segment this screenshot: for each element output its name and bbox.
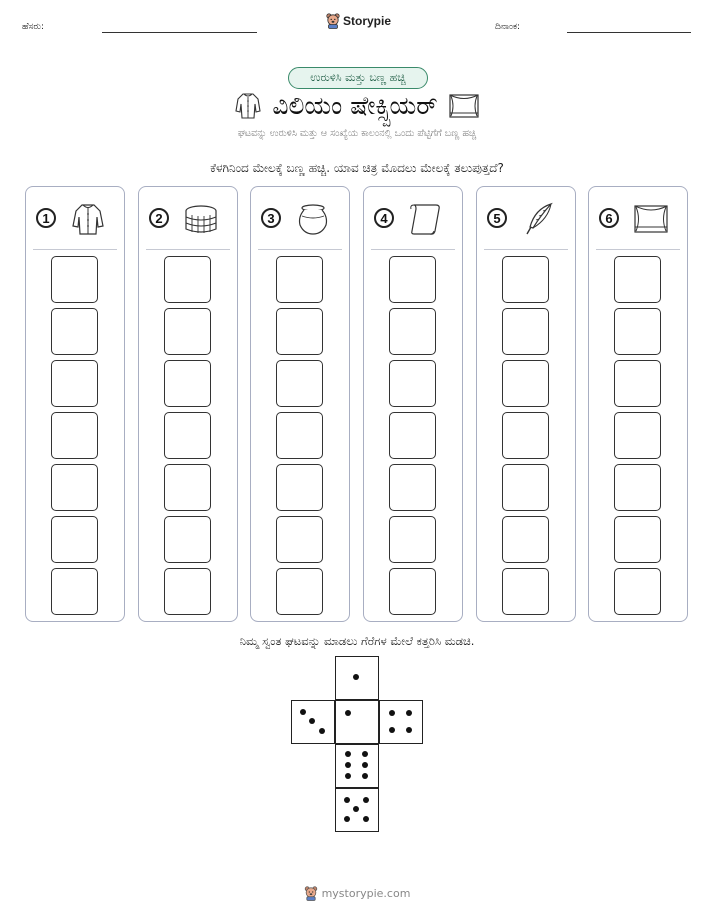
die-pip	[353, 674, 359, 680]
color-box[interactable]	[276, 412, 323, 459]
question: ಕೆಳಗಿನಿಂದ ಮೇಲಕ್ಕೆ ಬಣ್ಣ ಹಚ್ಚಿ. ಯಾವ ಚಿತ್ರ ಮೊದಲು ಮೇಲಕ್ಕೆ ತಲುಪುತ್ತದೆ?	[210, 161, 504, 175]
color-box[interactable]	[389, 256, 436, 303]
page-title: ವಿಲಿಯಂ ಷೇಕ್ಸ್ಪಿಯರ್	[272, 91, 438, 120]
activity-badge: ಉರುಳಿಸಿ ಮತ್ತು ಬಣ್ಣ ಹಚ್ಚಿ	[288, 67, 428, 89]
die-pip	[406, 727, 412, 733]
column-number: 3	[261, 208, 281, 228]
column-divider	[596, 249, 680, 250]
color-box[interactable]	[164, 412, 211, 459]
die-face-4	[379, 700, 423, 744]
color-box[interactable]	[614, 568, 661, 615]
footer-site-link[interactable]: mystorypie.com	[321, 887, 411, 900]
title-row	[0, 90, 714, 122]
die-pip	[300, 709, 306, 715]
die-pip	[309, 718, 315, 724]
die-pip	[363, 816, 369, 822]
color-box[interactable]	[614, 256, 661, 303]
pot-icon	[295, 201, 331, 237]
brand-name: Storypie	[343, 14, 392, 28]
die-face-3	[291, 700, 335, 744]
column-divider	[33, 249, 117, 250]
color-box[interactable]	[164, 516, 211, 563]
column-3	[250, 186, 350, 622]
die-pip	[389, 710, 395, 716]
die-pip	[344, 816, 350, 822]
color-box[interactable]	[389, 360, 436, 407]
quill-icon	[521, 201, 557, 237]
color-box[interactable]	[51, 464, 98, 511]
column-number: 1	[36, 208, 56, 228]
die-pip	[353, 806, 359, 812]
die-net	[291, 656, 425, 836]
column-header	[589, 199, 687, 239]
column-header	[251, 199, 349, 239]
color-box[interactable]	[614, 516, 661, 563]
name-line[interactable]	[102, 32, 257, 33]
die-pip	[344, 797, 350, 803]
die-pip	[345, 751, 351, 757]
color-box[interactable]	[614, 464, 661, 511]
theatre-stage-icon	[448, 92, 480, 120]
column-divider	[371, 249, 455, 250]
color-box[interactable]	[164, 360, 211, 407]
color-box[interactable]	[276, 256, 323, 303]
die-pip	[406, 710, 412, 716]
color-box[interactable]	[51, 360, 98, 407]
die-pip	[362, 751, 368, 757]
color-box[interactable]	[276, 568, 323, 615]
doublet-costume-icon	[70, 201, 106, 237]
color-box[interactable]	[276, 308, 323, 355]
color-box[interactable]	[502, 464, 549, 511]
color-box[interactable]	[502, 256, 549, 303]
brand-logo	[326, 13, 391, 29]
color-box[interactable]	[51, 256, 98, 303]
color-box[interactable]	[614, 412, 661, 459]
color-box[interactable]	[502, 516, 549, 563]
color-box[interactable]	[502, 360, 549, 407]
column-6	[588, 186, 688, 622]
color-box[interactable]	[276, 516, 323, 563]
column-header	[477, 199, 575, 239]
column-divider	[484, 249, 568, 250]
color-box[interactable]	[276, 360, 323, 407]
color-box[interactable]	[51, 568, 98, 615]
die-pip	[389, 727, 395, 733]
column-1	[25, 186, 125, 622]
color-box[interactable]	[164, 464, 211, 511]
color-box[interactable]	[276, 464, 323, 511]
color-box[interactable]	[389, 464, 436, 511]
die-pip	[362, 762, 368, 768]
column-divider	[258, 249, 342, 250]
color-box[interactable]	[389, 308, 436, 355]
subtitle: ಘಟವನ್ನು ಉರುಳಿಸಿ ಮತ್ತು ಆ ಸಂಖ್ಯೆಯ ಕಾಲಂನಲ್ಲಿ ಒಂದು ಪೆಟ್ಟಿಗೆಗೆ ಬಣ್ಣ ಹಚ್ಚಿ	[237, 128, 477, 139]
color-box[interactable]	[502, 568, 549, 615]
doublet-costume-icon	[234, 91, 262, 121]
column-number: 2	[149, 208, 169, 228]
column-header	[364, 199, 462, 239]
die-face-1	[335, 700, 379, 744]
die-pip	[319, 728, 325, 734]
bear-icon	[304, 886, 318, 901]
column-header	[26, 199, 124, 239]
column-2	[138, 186, 238, 622]
color-box[interactable]	[51, 516, 98, 563]
column-divider	[146, 249, 230, 250]
die-pip	[362, 773, 368, 779]
column-number: 6	[599, 208, 619, 228]
color-box[interactable]	[164, 256, 211, 303]
color-box[interactable]	[164, 568, 211, 615]
bear-icon	[326, 13, 340, 29]
cut-instruction: ನಿಮ್ಮ ಸ್ವಂತ ಘಟವನ್ನು ಮಾಡಲು ಗೆರೆಗಳ ಮೇಲೆ ಕತ್ತರಿಸಿ ಮಡಚಿ.	[239, 634, 475, 648]
die-pip	[363, 797, 369, 803]
die-pip	[345, 773, 351, 779]
color-box[interactable]	[51, 412, 98, 459]
column-number: 4	[374, 208, 394, 228]
color-box[interactable]	[502, 308, 549, 355]
column-4	[363, 186, 463, 622]
color-box[interactable]	[502, 412, 549, 459]
color-box[interactable]	[164, 308, 211, 355]
color-box[interactable]	[389, 412, 436, 459]
scroll-icon	[408, 201, 444, 237]
color-box[interactable]	[389, 516, 436, 563]
name-label: ಹೆಸರು:	[22, 22, 45, 32]
theatre-stage-icon	[633, 201, 669, 237]
color-box[interactable]	[51, 308, 98, 355]
column-number: 5	[487, 208, 507, 228]
globe-theatre-icon	[183, 201, 219, 237]
column-5	[476, 186, 576, 622]
die-pip	[345, 710, 351, 716]
footer	[0, 886, 714, 901]
date-label: ದಿನಾಂಕ:	[495, 22, 521, 32]
color-box[interactable]	[389, 568, 436, 615]
die-face-6	[335, 744, 379, 788]
die-face-1	[335, 656, 379, 700]
color-box[interactable]	[614, 308, 661, 355]
column-header	[139, 199, 237, 239]
date-line[interactable]	[567, 32, 691, 33]
die-face-5	[335, 788, 379, 832]
die-pip	[345, 762, 351, 768]
color-box[interactable]	[614, 360, 661, 407]
